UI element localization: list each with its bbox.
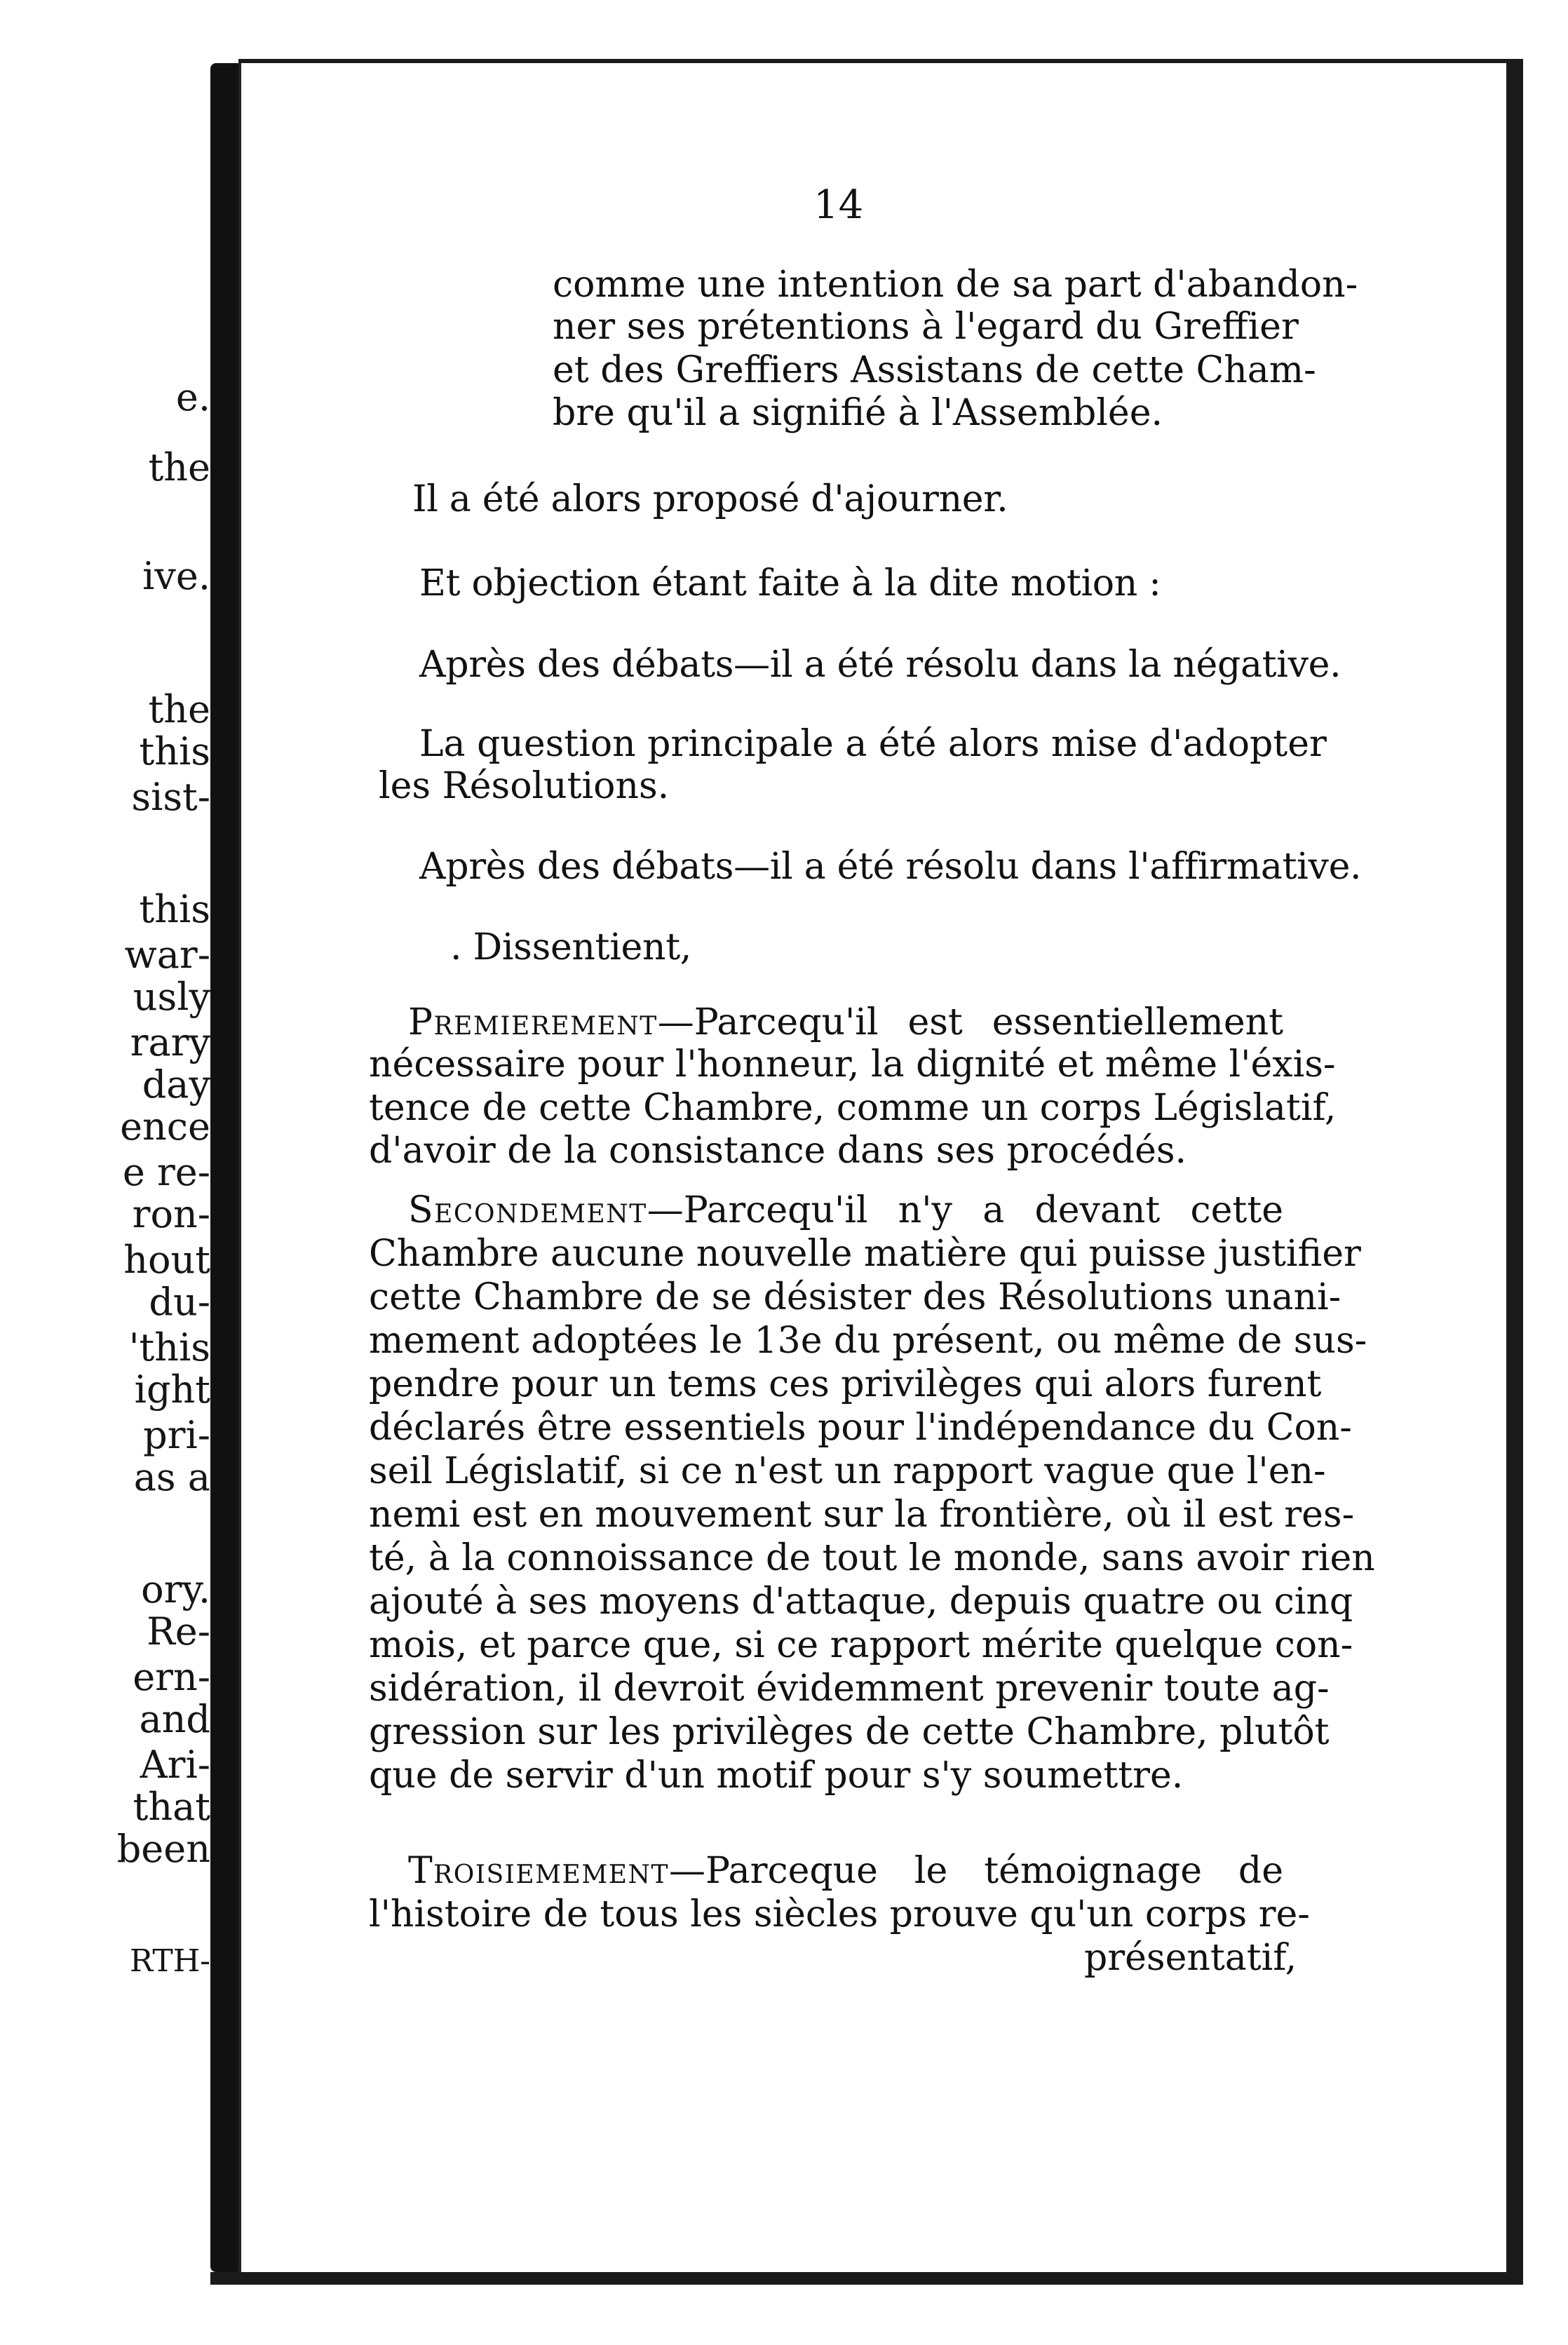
section-head: Troisiemement bbox=[408, 1850, 669, 1892]
left-fragment: Ari- bbox=[140, 1743, 210, 1787]
text-line: seil Législatif, si ce n'est un rapport vague que l'en- bbox=[369, 1450, 1326, 1492]
left-fragment: e re- bbox=[122, 1150, 210, 1194]
text-line: nécessaire pour l'honneur, la dignité et même l'éxis- bbox=[369, 1043, 1336, 1086]
adjourn-motion-line: Il a été alors proposé d'ajourner. bbox=[412, 478, 1008, 520]
left-fragment: ence bbox=[120, 1104, 210, 1149]
left-fragment: rary bbox=[130, 1020, 210, 1065]
text-line: l'histoire de tous les siècles prouve qu'un corps re- bbox=[369, 1893, 1310, 1935]
left-fragment: RTH- bbox=[130, 1943, 210, 1979]
text-line: que de servir d'un motif pour s'y soumettre. bbox=[369, 1755, 1184, 1797]
left-fragment: as a bbox=[133, 1455, 210, 1499]
text-line: mois, et parce que, si ce rapport mérite quelque con- bbox=[369, 1624, 1353, 1666]
text-line: déclarés être essentiels pour l'indépendance du Con- bbox=[369, 1407, 1352, 1449]
text-line: et des Greffiers Assistans de cette Cham- bbox=[553, 349, 1316, 391]
text-fragment: —Parcequ'il est essentiellement bbox=[657, 1001, 1283, 1043]
left-fragment: and bbox=[139, 1697, 210, 1741]
left-fragment: du- bbox=[149, 1280, 210, 1324]
text-line: les Résolutions. bbox=[379, 765, 670, 807]
text-fragment: —Parceque le témoignage de bbox=[668, 1850, 1283, 1892]
text-line: Chambre aucune nouvelle matière qui puisse justifier bbox=[369, 1233, 1361, 1275]
text-line: té, à la connoissance de tout le monde, sans avoir rien bbox=[369, 1537, 1375, 1579]
page-edge-right bbox=[1506, 63, 1523, 2272]
text-line: d'avoir de la consistance dans ses procédés. bbox=[369, 1130, 1187, 1172]
left-fragment: the bbox=[148, 445, 210, 489]
left-fragment: hout bbox=[123, 1238, 210, 1282]
text-line: nemi est en mouvement sur la frontière, où il est res- bbox=[369, 1494, 1355, 1536]
left-fragment: Re- bbox=[147, 1609, 210, 1654]
left-fragment: sist- bbox=[131, 775, 210, 819]
left-fragment: this bbox=[139, 729, 210, 773]
page-edge-bottom bbox=[210, 2272, 1523, 2285]
text-line: tence de cette Chambre, comme un corps Législatif, bbox=[369, 1087, 1337, 1129]
affirmative-result-line: Après des débats—il a été résolu dans l'affirmative. bbox=[419, 846, 1362, 888]
left-fragment: ive. bbox=[142, 554, 210, 598]
left-fragment: day bbox=[142, 1062, 210, 1107]
text-line: La question principale a été alors mise d'adopter bbox=[419, 723, 1327, 765]
left-fragment: been bbox=[116, 1827, 210, 1871]
left-fragment: this bbox=[139, 887, 210, 931]
left-fragment: ory. bbox=[141, 1567, 210, 1611]
text-line bbox=[408, 1850, 1283, 1892]
text-line: pendre pour un tems ces privilèges qui alors furent bbox=[369, 1363, 1322, 1405]
negative-result-line: Après des débats—il a été résolu dans la négative. bbox=[419, 644, 1341, 686]
left-fragment: ern- bbox=[133, 1655, 210, 1699]
left-fragment: pri- bbox=[143, 1413, 210, 1457]
left-fragment: e. bbox=[175, 375, 210, 419]
left-page-fragment bbox=[0, 0, 223, 2345]
left-fragment: war- bbox=[124, 933, 210, 977]
text-line: cette Chambre de se désister des Résolutions unani- bbox=[369, 1276, 1341, 1318]
text-line bbox=[408, 1189, 1283, 1231]
objection-line: Et objection étant faite à la dite motion : bbox=[419, 562, 1161, 604]
text-fragment: —Parcequ'il n'y a devant cette bbox=[647, 1189, 1283, 1231]
left-fragment: that bbox=[133, 1785, 210, 1829]
text-line: mement adoptées le 13e du présent, ou même de sus- bbox=[369, 1320, 1367, 1362]
left-fragment: 'this bbox=[128, 1325, 210, 1370]
text-line: sidération, il devroit évidemment prevenir toute ag- bbox=[369, 1668, 1330, 1710]
left-fragment: the bbox=[148, 687, 210, 731]
section-head: Premierement bbox=[408, 1001, 658, 1043]
left-fragment: ron- bbox=[132, 1192, 210, 1236]
left-fragment: ight bbox=[134, 1367, 210, 1412]
text-line: bre qu'il a signifié à l'Assemblée. bbox=[553, 392, 1163, 434]
text-line: ner ses prétentions à l'egard du Greffier bbox=[553, 306, 1299, 348]
text-line bbox=[408, 1001, 1283, 1043]
text-line: gression sur les privilèges de cette Chambre, plutôt bbox=[369, 1711, 1330, 1753]
left-fragment: usly bbox=[133, 975, 210, 1019]
page-number: 14 bbox=[813, 182, 864, 228]
dissentient-heading: . Dissentient, bbox=[450, 926, 692, 968]
text-line: ajouté à ses moyens d'attaque, depuis quatre ou cinq bbox=[369, 1581, 1353, 1623]
section-head: Secondement bbox=[408, 1189, 647, 1231]
text-line: comme une intention de sa part d'abandon- bbox=[553, 264, 1358, 306]
catchword: présentatif, bbox=[1084, 1937, 1297, 1979]
